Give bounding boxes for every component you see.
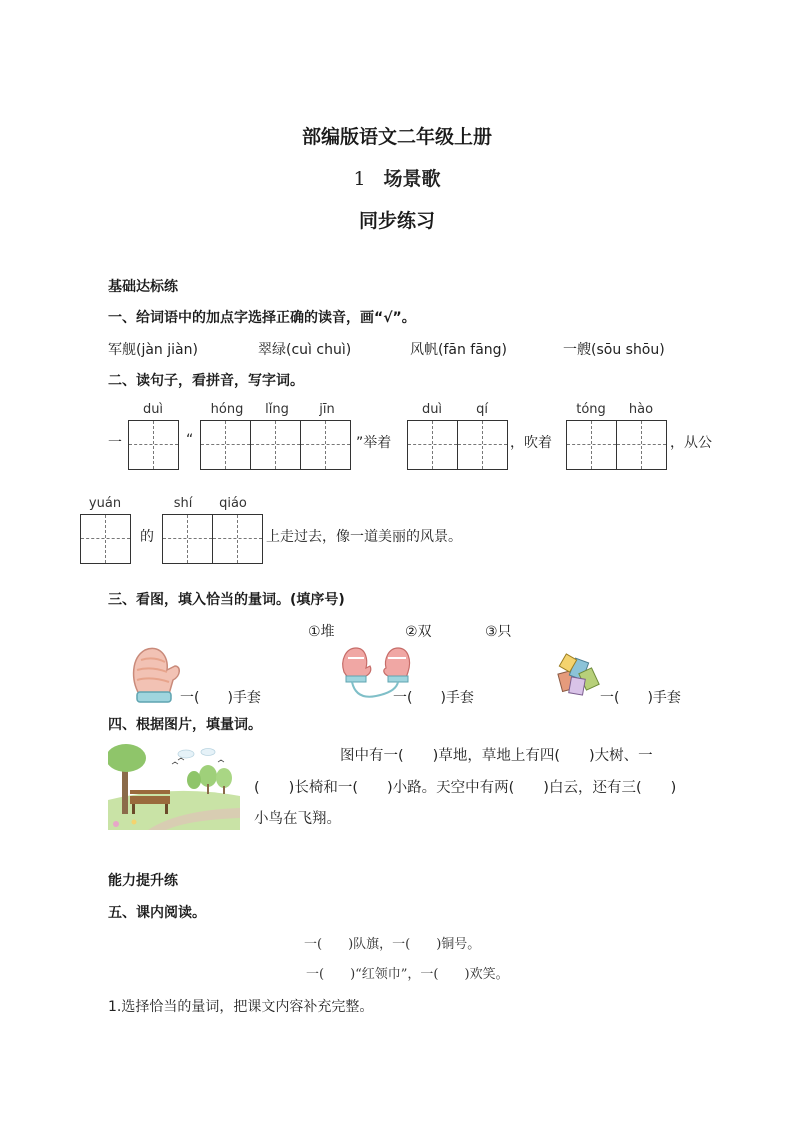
writing-grid[interactable] xyxy=(407,420,508,470)
q4-line: ( )长椅和一( )小路。天空中有两( )白云，还有三( ) xyxy=(254,780,677,796)
q2-text: “ xyxy=(186,432,194,448)
q2-text: 一 xyxy=(108,435,122,451)
writing-grid[interactable] xyxy=(128,420,179,470)
pinyin-label: qí xyxy=(476,402,488,417)
q2-text: 上走过去，像一道美丽的风景。 xyxy=(266,529,462,545)
writing-grid[interactable] xyxy=(162,514,263,564)
q2-text: ，吹着 xyxy=(510,435,552,451)
q3-option: ②双 xyxy=(405,624,432,640)
q4-line: 小鸟在飞翔。 xyxy=(254,811,341,827)
lesson-name: 场景歌 xyxy=(383,168,441,190)
park-scene-image xyxy=(108,744,240,830)
page-subtitle: 同步练习 xyxy=(358,210,435,232)
pinyin-label: hào xyxy=(628,402,654,417)
q1-item: 军舰(jàn jiàn) xyxy=(108,342,198,358)
writing-cell[interactable] xyxy=(567,421,617,469)
pinyin-label: shí xyxy=(173,496,193,511)
pinyin-label: tóng xyxy=(576,402,606,417)
q3-title: 三、看图，填入恰当的量词。(填序号) xyxy=(108,592,345,608)
lesson-title xyxy=(0,164,794,191)
writing-cell[interactable] xyxy=(408,421,458,469)
q3-blank: 一( )手套 xyxy=(180,690,261,706)
q2-text: ，从公 xyxy=(670,435,712,451)
q5-sub1: 1.选择恰当的量词，把课文内容补充完整。 xyxy=(108,999,374,1015)
pinyin-label: yuán xyxy=(88,496,122,511)
writing-cell[interactable] xyxy=(251,421,301,469)
writing-cell[interactable] xyxy=(458,421,507,469)
writing-grid[interactable] xyxy=(566,420,667,470)
q5-title: 五、课内阅读。 xyxy=(108,905,206,921)
writing-grid[interactable] xyxy=(80,514,131,564)
pinyin-label: lǐng xyxy=(265,402,289,417)
single-glove-image xyxy=(125,640,181,704)
writing-grid[interactable] xyxy=(200,420,351,470)
q3-option: ①堆 xyxy=(308,624,335,640)
q1-item: 翠绿(cuì chuì) xyxy=(258,342,352,358)
writing-cell[interactable] xyxy=(163,515,213,563)
writing-cell[interactable] xyxy=(617,421,666,469)
writing-cell[interactable] xyxy=(129,421,178,469)
q2-text: 的 xyxy=(140,529,154,545)
reading-line: 一( )队旗，一( )铜号。 xyxy=(304,937,481,952)
q1-title: 一、给词语中的加点字选择正确的读音，画“√”。 xyxy=(108,310,416,326)
writing-cell[interactable] xyxy=(301,421,350,469)
q4-line: 图中有一( )草地，草地上有四( )大树、一 xyxy=(340,748,653,764)
writing-cell[interactable] xyxy=(213,515,262,563)
q1-item: 风帆(fān fāng) xyxy=(410,342,508,358)
q3-option: ③只 xyxy=(485,624,512,640)
pinyin-label: duì xyxy=(142,402,164,417)
writing-cell[interactable] xyxy=(81,515,130,563)
q3-blank: 一( )手套 xyxy=(393,690,474,706)
q2-title: 二、读句子，看拼音，写字词。 xyxy=(108,373,304,389)
q4-title: 四、根据图片，填量词。 xyxy=(108,717,262,733)
pinyin-label: duì xyxy=(421,402,443,417)
page-title: 部编版语文二年级上册 xyxy=(301,126,492,148)
q2-text: ”举着 xyxy=(356,435,392,451)
pinyin-label: qiáo xyxy=(219,496,247,511)
pinyin-label: hóng xyxy=(210,402,244,417)
section-heading-advanced: 能力提升练 xyxy=(108,873,178,889)
pinyin-label: jīn xyxy=(319,402,335,417)
writing-cell[interactable] xyxy=(201,421,251,469)
q3-blank: 一( )手套 xyxy=(600,690,681,706)
reading-line: 一( )“红领巾”，一( )欢笑。 xyxy=(306,967,509,982)
section-heading-basic: 基础达标练 xyxy=(108,279,178,295)
glove-pile-image xyxy=(556,652,602,698)
q1-item: 一艘(sōu shōu) xyxy=(563,342,665,358)
lesson-number: 1 xyxy=(353,168,366,190)
